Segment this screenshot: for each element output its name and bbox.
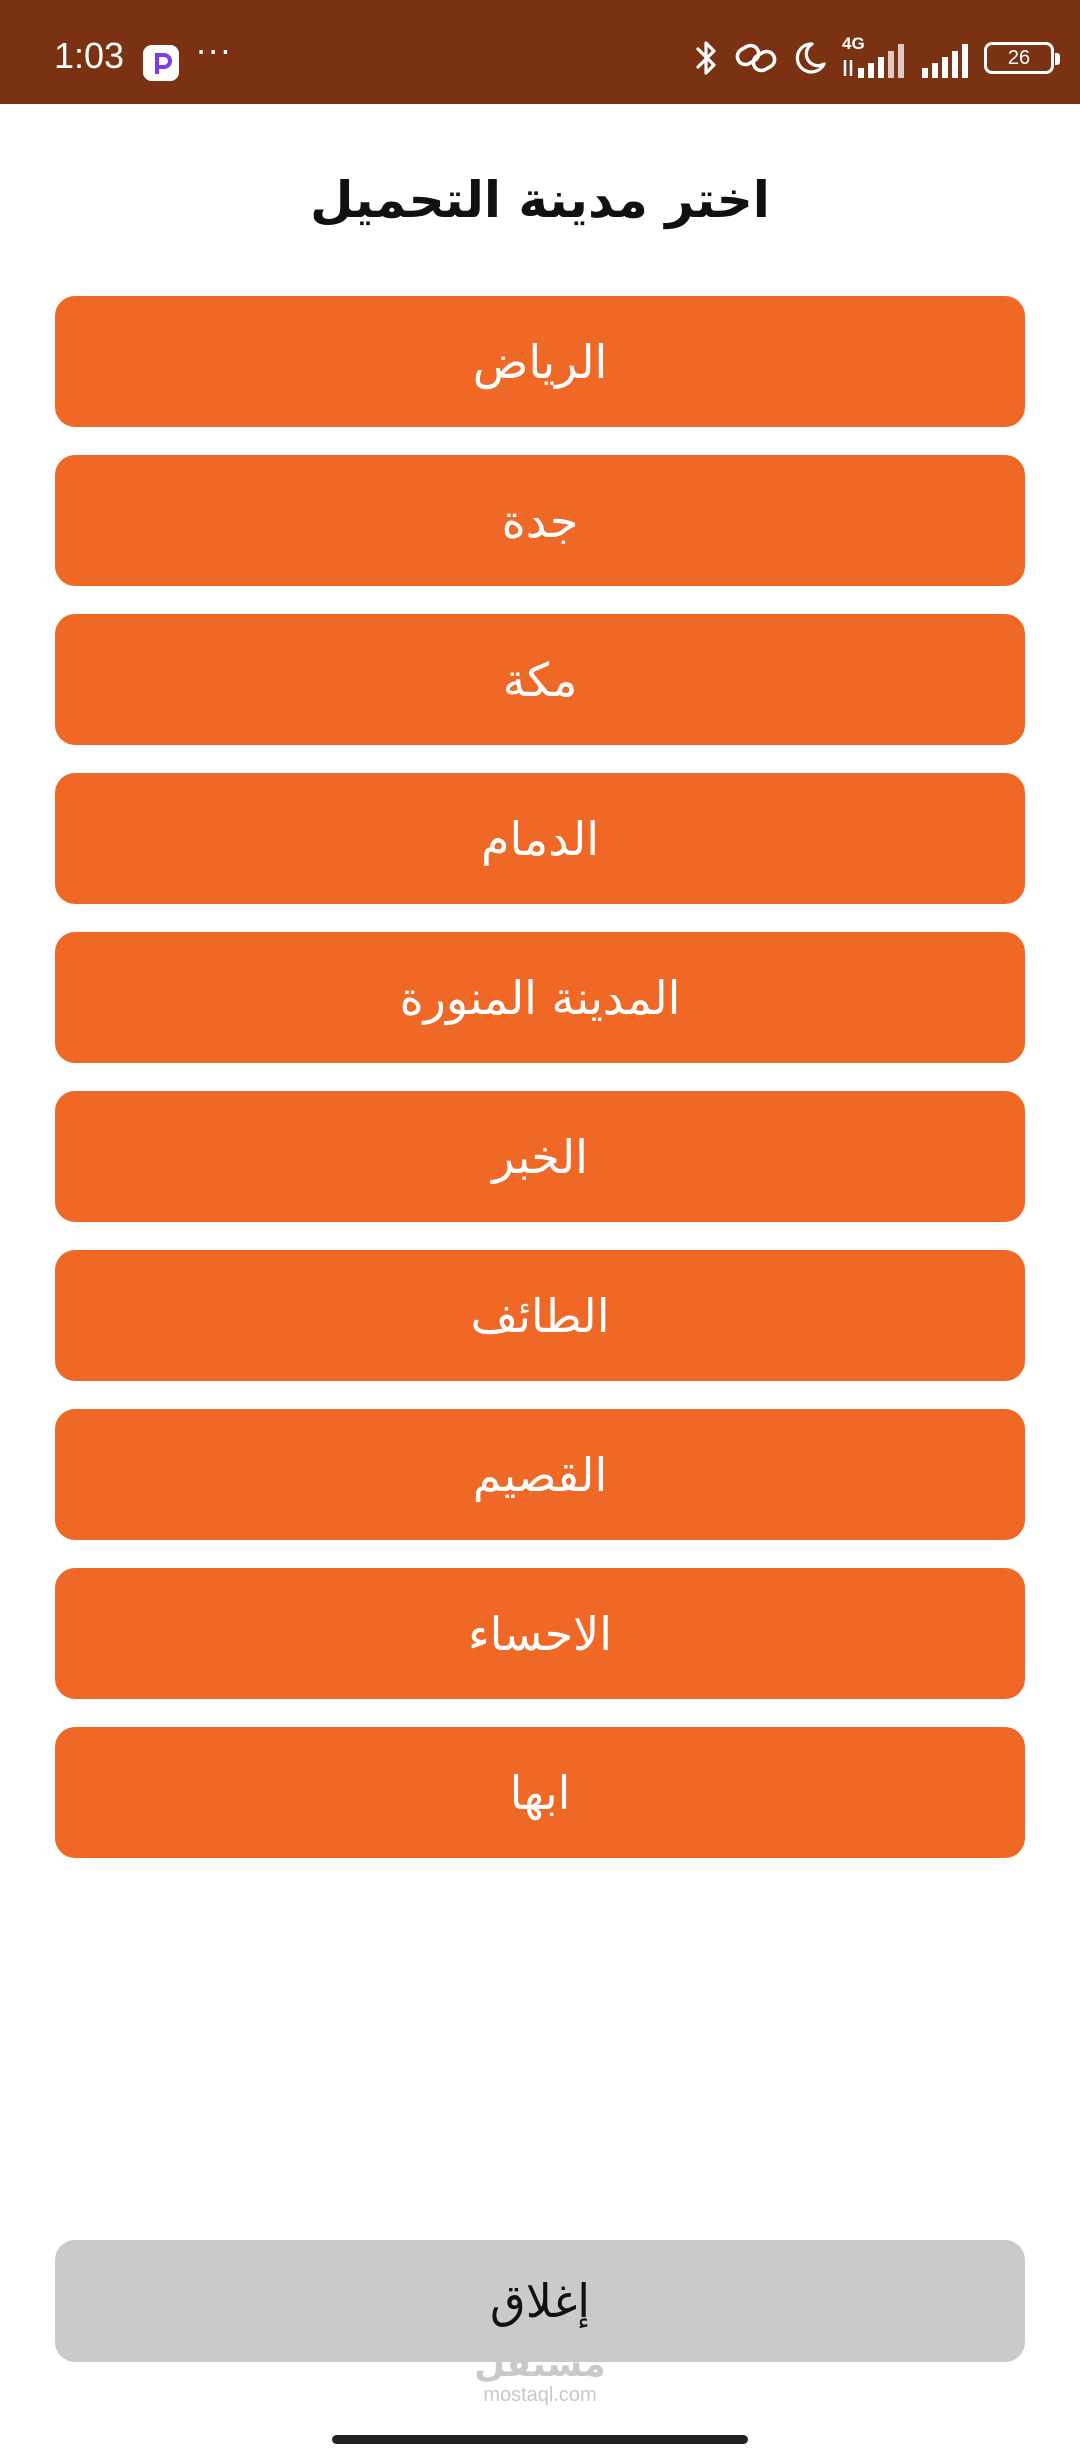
- battery-icon: [984, 42, 1054, 74]
- signal-4g-icon: [842, 36, 906, 80]
- city-button-qassim[interactable]: القصيم: [55, 1409, 1025, 1540]
- link-icon: [734, 38, 778, 78]
- city-button-dammam[interactable]: الدمام: [55, 773, 1025, 904]
- battery-level: 26: [1007, 46, 1031, 69]
- watermark-english: mostaql.com: [483, 2383, 597, 2406]
- city-button-riyadh[interactable]: الرياض: [55, 296, 1025, 427]
- status-icons: [694, 36, 1054, 80]
- watermark-arabic: مستقل: [474, 2344, 606, 2385]
- moon-icon: [792, 38, 828, 78]
- status-time: 1:03: [54, 35, 125, 76]
- city-button-madinah[interactable]: المدينة المنورة: [55, 932, 1025, 1063]
- close-button[interactable]: إغلاق: [55, 2240, 1025, 2362]
- city-button-ahsa[interactable]: الاحساء: [55, 1568, 1025, 1699]
- more-icon: ···: [196, 33, 233, 71]
- app-icon: [143, 45, 179, 81]
- city-button-abha[interactable]: ابها: [55, 1727, 1025, 1858]
- city-button-taif[interactable]: الطائف: [55, 1250, 1025, 1381]
- city-button-jeddah[interactable]: جدة: [55, 455, 1025, 586]
- city-button-khobar[interactable]: الخبر: [55, 1091, 1025, 1222]
- page-title: اختر مدينة التحميل: [310, 171, 770, 229]
- network-label: 4G: [842, 34, 865, 53]
- city-list: [55, 296, 1025, 1886]
- bluetooth-icon: [694, 38, 720, 78]
- city-button-makkah[interactable]: مكة: [55, 614, 1025, 745]
- signal-icon: [920, 36, 970, 80]
- status-bar: [0, 0, 1080, 104]
- home-indicator[interactable]: [332, 2435, 748, 2444]
